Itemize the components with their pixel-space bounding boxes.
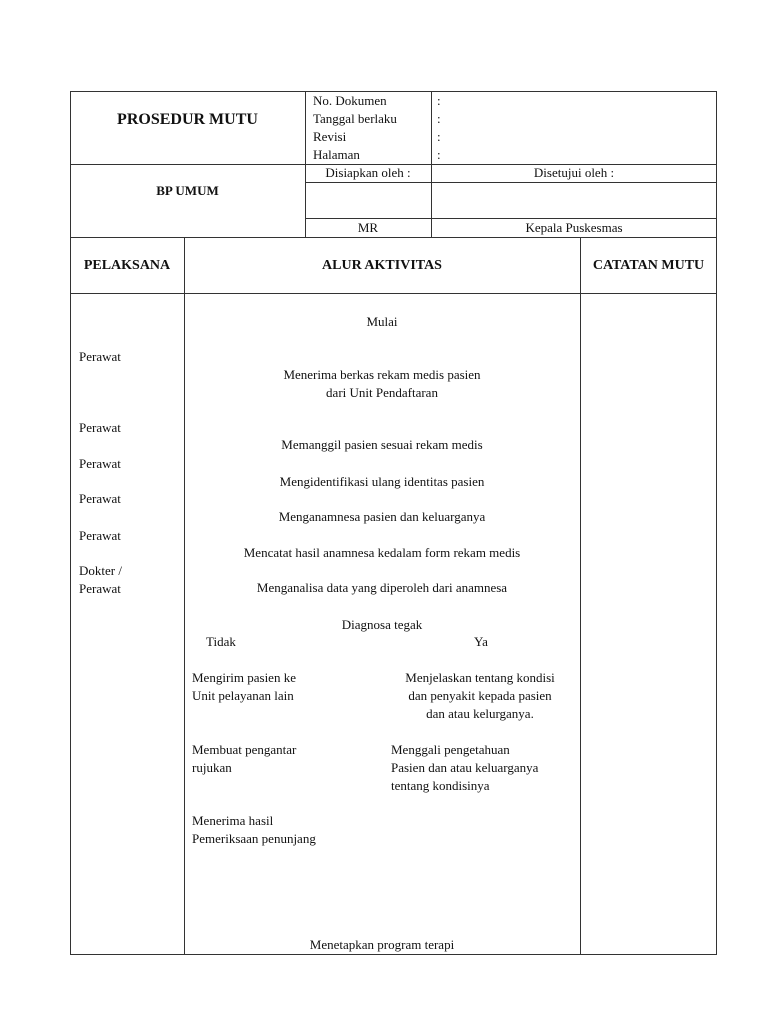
flow-step-1-line2: dari Unit Pendaftaran bbox=[326, 385, 438, 400]
approved-by-role: Kepala Puskesmas bbox=[525, 220, 623, 235]
yes-branch-step-2-line2: Pasien dan atau keluarganya bbox=[391, 760, 539, 775]
flow-step-5: Mencatat hasil anamnesa kedalam form rekam medis bbox=[243, 545, 521, 560]
revision-label: Revisi bbox=[313, 129, 347, 144]
document-title: PROSEDUR MUTU bbox=[117, 111, 258, 128]
no-branch-step-2 bbox=[192, 741, 296, 777]
no-branch-step-3-line1: Menerima hasil bbox=[192, 813, 274, 828]
executor-1: Perawat bbox=[79, 349, 121, 364]
page-label: Halaman bbox=[313, 147, 360, 162]
yes-branch-step-1 bbox=[386, 669, 574, 723]
executor-4: Perawat bbox=[79, 491, 121, 506]
no-branch-step-2-line2: rujukan bbox=[192, 760, 232, 775]
table-header-line bbox=[70, 293, 717, 294]
effective-date-label: Tanggal berlaku bbox=[313, 111, 397, 126]
column-header-executor: PELAKSANA bbox=[83, 258, 171, 273]
prepared-by-label: Disiapkan oleh : bbox=[325, 165, 411, 180]
revision-colon: : bbox=[437, 129, 441, 144]
flow-step-6: Menganalisa data yang diperoleh dari anamnesa bbox=[256, 580, 508, 595]
flow-no-label: Tidak bbox=[206, 634, 236, 649]
yes-branch-step-1-line3: dan atau kelurganya. bbox=[426, 706, 534, 721]
doc-number-colon: : bbox=[437, 93, 441, 108]
yes-branch-step-1-line1: Menjelaskan tentang kondisi bbox=[405, 670, 555, 685]
executor-6-line2: Perawat bbox=[79, 581, 121, 596]
column-header-notes: CATATAN MUTU bbox=[592, 258, 705, 273]
executor-3: Perawat bbox=[79, 456, 121, 471]
doc-field-labels bbox=[313, 92, 397, 164]
table-divider-notes bbox=[580, 237, 581, 955]
flow-step-1-line1: Menerima berkas rekam medis pasien bbox=[283, 367, 481, 382]
no-branch-step-2-line1: Membuat pengantar bbox=[192, 742, 297, 757]
no-branch-step-3 bbox=[192, 812, 316, 848]
yes-branch-step-2 bbox=[391, 741, 538, 795]
executor-2: Perawat bbox=[79, 420, 121, 435]
header-row-line-2 bbox=[305, 182, 717, 183]
prepared-by-role: MR bbox=[357, 220, 379, 235]
executor-6-line1: Dokter / bbox=[79, 563, 122, 578]
flow-step-4: Menganamnesa pasien dan keluarganya bbox=[278, 509, 486, 524]
yes-branch-step-1-line2: dan penyakit kepada pasien bbox=[408, 688, 552, 703]
flow-final-step: Menetapkan program terapi bbox=[309, 937, 455, 952]
approved-by-label: Disetujui oleh : bbox=[533, 165, 615, 180]
flow-yes-label: Ya bbox=[474, 634, 488, 649]
doc-number-label: No. Dokumen bbox=[313, 93, 387, 108]
flow-step-3: Mengidentifikasi ulang identitas pasien bbox=[279, 474, 485, 489]
no-branch-step-1 bbox=[192, 669, 296, 705]
no-branch-step-3-line2: Pemeriksaan penunjang bbox=[192, 831, 316, 846]
column-header-flow: ALUR AKTIVITAS bbox=[322, 258, 442, 273]
effective-date-colon: : bbox=[437, 111, 441, 126]
no-branch-step-1-line2: Unit pelayanan lain bbox=[192, 688, 294, 703]
flow-decision: Diagnosa tegak bbox=[341, 617, 423, 632]
yes-branch-step-2-line1: Menggali pengetahuan bbox=[391, 742, 510, 757]
page-colon: : bbox=[437, 147, 441, 162]
executor-5: Perawat bbox=[79, 528, 121, 543]
yes-branch-step-2-line3: tentang kondisinya bbox=[391, 778, 490, 793]
no-branch-step-1-line1: Mengirim pasien ke bbox=[192, 670, 296, 685]
flow-step-2: Memanggil pasien sesuai rekam medis bbox=[281, 437, 483, 452]
doc-field-values bbox=[437, 92, 441, 164]
flow-start: Mulai bbox=[366, 314, 398, 329]
unit-name: BP UMUM bbox=[156, 183, 219, 198]
